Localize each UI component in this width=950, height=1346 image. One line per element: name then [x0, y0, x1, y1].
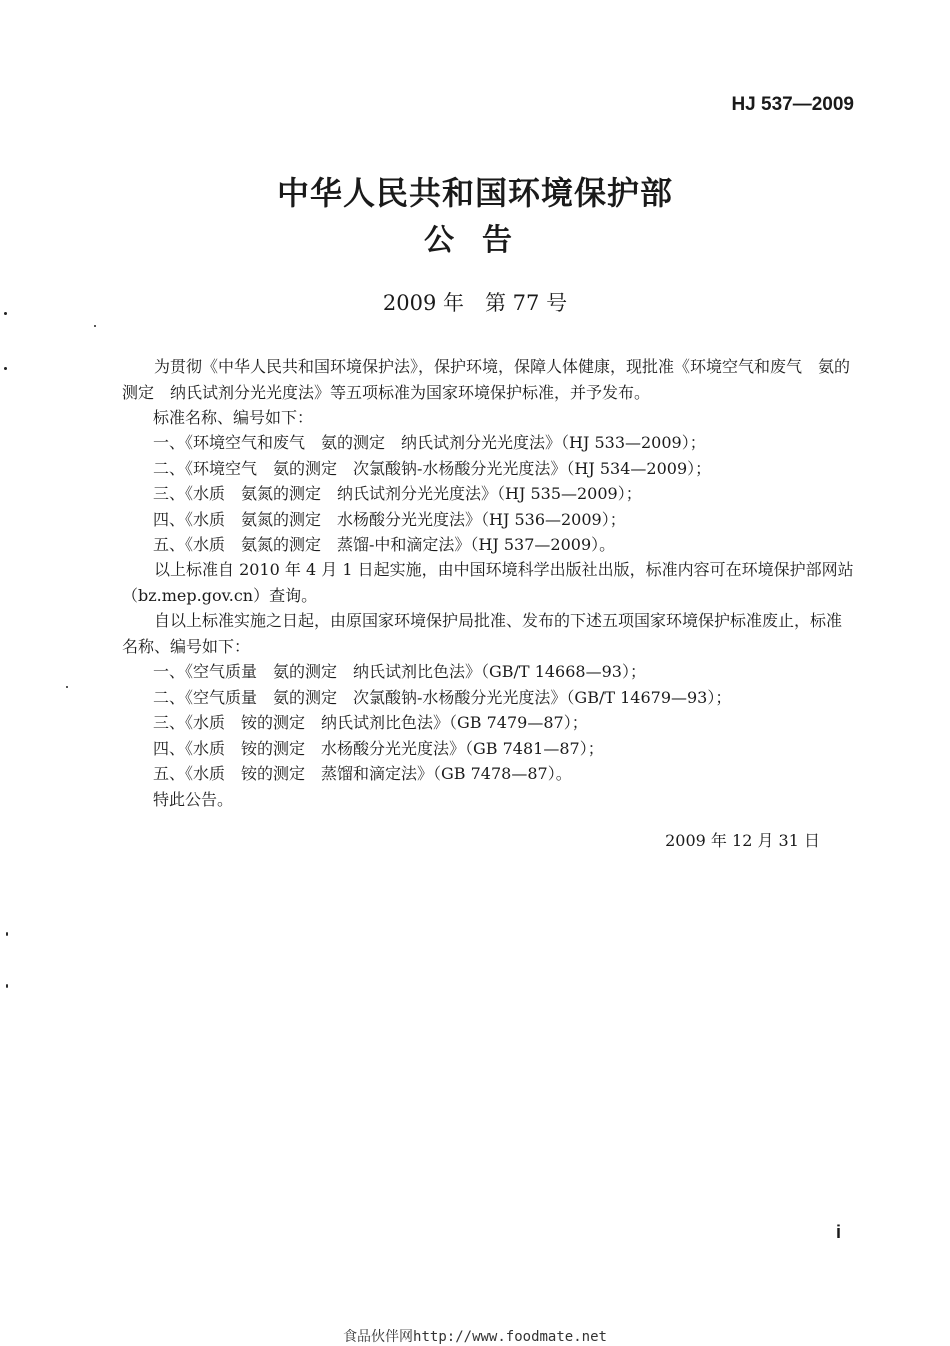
repealed-standard-item: 四、《水质 铵的测定 水杨酸分光光度法》（GB 7481—87）；: [153, 739, 604, 758]
repealed-standard-item: 一、《空气质量 氨的测定 纳氏试剂比色法》（GB/T 14668—93）；: [153, 662, 646, 681]
standard-code: HJ 537—2009: [731, 94, 854, 115]
page-number: i: [836, 1222, 842, 1242]
new-standard-item: 五、《水质 氨氮的测定 蒸馏-中和滴定法》（HJ 537—2009）。: [153, 535, 616, 554]
repeal-paragraph: 自以上标准实施之日起，由原国家环境保护局批准、发布的下述五项国家环境保护标准废止，标准名称、编号如下：: [122, 611, 843, 656]
scan-speck: [4, 367, 7, 370]
new-standard-item: 二、《环境空气 氨的测定 次氯酸钠-水杨酸分光光度法》（HJ 534—2009）；: [153, 459, 712, 478]
repealed-standard-item: 二、《空气质量 氨的测定 次氯酸钠-水杨酸分光光度法》（GB/T 14679—93）；: [153, 688, 732, 707]
scan-speck: [6, 984, 8, 988]
issue-number: 2009 年 第 77 号: [382, 291, 568, 315]
new-standard-item: 三、《水质 氨氮的测定 纳氏试剂分光光度法》（HJ 535—2009）；: [153, 484, 642, 503]
scan-speck: [6, 932, 8, 936]
announcement-title: 公告: [424, 223, 540, 258]
scan-speck: [94, 325, 96, 327]
scan-speck: [4, 312, 7, 315]
implementation-paragraph: 以上标准自 2010 年 4 月 1 日起实施，由中国环境科学出版社出版，标准内容可在环境保护部网站（bz.mep.gov.cn）查询。: [122, 560, 854, 605]
list-heading: 标准名称、编号如下：: [153, 408, 314, 427]
repealed-standard-item: 五、《水质 铵的测定 蒸馏和滴定法》（GB 7478—87）。: [153, 764, 572, 783]
repealed-standard-item: 三、《水质 铵的测定 纳氏试剂比色法》（GB 7479—87）；: [153, 713, 588, 732]
scan-speck: [66, 686, 68, 688]
ministry-title: 中华人民共和国环境保护部: [276, 174, 673, 212]
new-standard-item: 四、《水质 氨氮的测定 水杨酸分光光度法》（HJ 536—2009）；: [153, 510, 626, 529]
closing-text: 特此公告。: [153, 790, 234, 809]
intro-paragraph: 为贯彻《中华人民共和国环境保护法》，保护环境，保障人体健康，现批准《环境空气和废气 氨的测定 纳氏试剂分光光度法》等五项标准为国家环境保护标准，并予发布。: [122, 357, 851, 402]
new-standard-item: 一、《环境空气和废气 氨的测定 纳氏试剂分光光度法》（HJ 533—2009）；: [153, 433, 706, 452]
issue-date: 2009 年 12 月 31 日: [665, 831, 820, 850]
footer-watermark: 食品伙伴网http://www.foodmate.net: [343, 1329, 607, 1345]
